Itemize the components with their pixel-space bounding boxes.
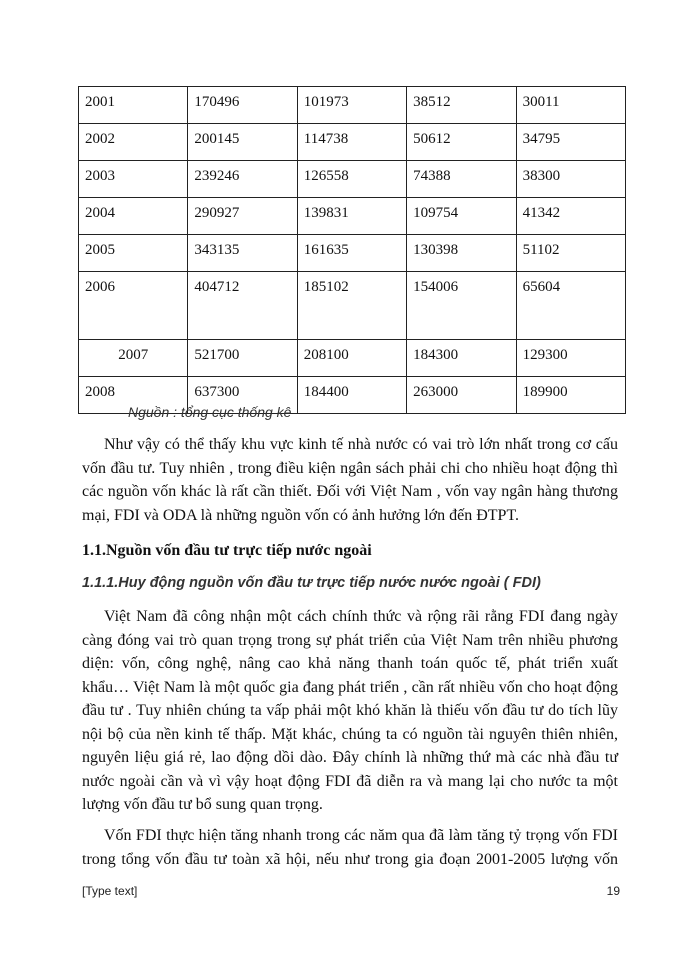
year-cell: 2002 bbox=[79, 124, 188, 161]
table-cell: 130398 bbox=[407, 235, 516, 272]
table-row bbox=[79, 198, 626, 235]
investment-table bbox=[78, 86, 626, 414]
paragraph-fdi-growth bbox=[82, 824, 618, 871]
table-cell: 184400 bbox=[297, 377, 406, 414]
text-line: nước ngoài cần và vì vậy hoạt động FDI đã diễn ra và mang lại cho nước ta một bbox=[82, 772, 618, 790]
table-cell: 263000 bbox=[407, 377, 516, 414]
table-cell: 114738 bbox=[297, 124, 406, 161]
table-cell: 637300 bbox=[188, 377, 297, 414]
text-line: Vốn FDI thực hiện tăng nhanh trong các năm qua đã làm tăng tỷ trọng vốn FDI bbox=[104, 827, 618, 844]
table-cell: 185102 bbox=[297, 272, 406, 340]
text-line: nguyên liệu giá rẻ, lao động dồi dào. Đây chính là những thứ mà các nhà đầu tư bbox=[82, 749, 618, 766]
year-cell: 2001 bbox=[79, 87, 188, 124]
table-cell: 521700 bbox=[188, 340, 297, 377]
table-row bbox=[79, 87, 626, 124]
table-cell: 65604 bbox=[516, 272, 625, 340]
table-cell: 101973 bbox=[297, 87, 406, 124]
table-cell: 50612 bbox=[407, 124, 516, 161]
paragraph-summary bbox=[82, 433, 618, 527]
year-cell: 2004 bbox=[79, 198, 188, 235]
table-cell: 139831 bbox=[297, 198, 406, 235]
table-cell: 74388 bbox=[407, 161, 516, 198]
table-cell: 404712 bbox=[188, 272, 297, 340]
text-line: Như vậy có thể thấy khu vực kinh tế nhà nước có vai trò lớn nhất trong cơ cấu bbox=[104, 436, 618, 453]
table-cell: 109754 bbox=[407, 198, 516, 235]
table-cell: 126558 bbox=[297, 161, 406, 198]
table-cell: 41342 bbox=[516, 198, 625, 235]
text-line: khẩu… Việt Nam là một quốc gia đang phát triển , cần rất nhiều vốn cho hoạt động bbox=[82, 678, 618, 696]
text-line: Việt Nam đã công nhận một cách chính thức và rộng rãi rằng FDI đang ngày bbox=[104, 608, 618, 625]
section-heading: 1.1.Nguồn vốn đầu tư trực tiếp nước ngoài bbox=[82, 542, 372, 559]
table-row bbox=[79, 124, 626, 161]
table-cell: 154006 bbox=[407, 272, 516, 340]
table-cell: 129300 bbox=[516, 340, 625, 377]
text-line: các nguồn vốn khác là rất cần thiết. Đối với Việt Nam , vốn vay ngân hàng thương bbox=[82, 483, 618, 500]
text-line: càng đóng vai trò quan trọng trong sự phát triển của Việt Nam trên nhiều phương bbox=[82, 631, 618, 649]
table-cell: 170496 bbox=[188, 87, 297, 124]
table-cell: 189900 bbox=[516, 377, 625, 414]
table-row bbox=[79, 235, 626, 272]
text-line: đầu tư . Tuy nhiên chúng ta vấp phải một khó khăn là thiếu vốn đầu tư do tích lũy bbox=[82, 702, 618, 719]
table-cell: 208100 bbox=[297, 340, 406, 377]
year-cell: 2005 bbox=[79, 235, 188, 272]
table-cell: 51102 bbox=[516, 235, 625, 272]
year-cell: 2007 bbox=[79, 340, 188, 377]
table-cell: 239246 bbox=[188, 161, 297, 198]
table-cell: 343135 bbox=[188, 235, 297, 272]
table-cell: 38512 bbox=[407, 87, 516, 124]
table-cell: 184300 bbox=[407, 340, 516, 377]
footer-placeholder-text: [Type text] bbox=[82, 884, 138, 898]
table-row bbox=[79, 272, 626, 340]
year-cell: 2008 bbox=[79, 377, 188, 414]
table-cell: 34795 bbox=[516, 124, 625, 161]
text-line: mại, FDI và ODA là những nguồn vốn có ảnh hưởng lớn đến ĐTPT. bbox=[82, 506, 520, 524]
table-cell: 38300 bbox=[516, 161, 625, 198]
table-row bbox=[79, 161, 626, 198]
table-cell: 30011 bbox=[516, 87, 625, 124]
text-line: diện: vốn, công nghệ, nâng cao khả năng thanh toán quốc tế, phát triển xuất bbox=[82, 655, 618, 672]
table-cell: 161635 bbox=[297, 235, 406, 272]
table-row bbox=[79, 340, 626, 377]
page-number: 19 bbox=[606, 884, 620, 898]
text-line: nội bộ của nền kinh tế thấp. Mặt khác, chúng ta có nguồn tài nguyên thiên nhiên, bbox=[82, 725, 618, 743]
paragraph-fdi-intro bbox=[82, 605, 618, 817]
table-cell: 200145 bbox=[188, 124, 297, 161]
text-line: trong tổng vốn đầu tư toàn xã hội, nếu như trong gia đoạn 2001-2005 lượng vốn bbox=[82, 850, 618, 868]
subsection-heading: 1.1.1.Huy động nguồn vốn đầu tư trực tiếp nước nước ngoài ( FDI) bbox=[82, 575, 541, 591]
table-source-note: Nguồn : tổng cục thống kê bbox=[128, 404, 292, 420]
year-cell: 2003 bbox=[79, 161, 188, 198]
year-cell: 2006 bbox=[79, 272, 188, 340]
text-line: vốn đầu tư. Tuy nhiên , trong điều kiện ngân sách phải chi cho nhiều hoạt động thì bbox=[82, 459, 618, 477]
table-cell: 290927 bbox=[188, 198, 297, 235]
text-line: lượng vốn đầu tư bổ sung quan trọng. bbox=[82, 796, 323, 813]
